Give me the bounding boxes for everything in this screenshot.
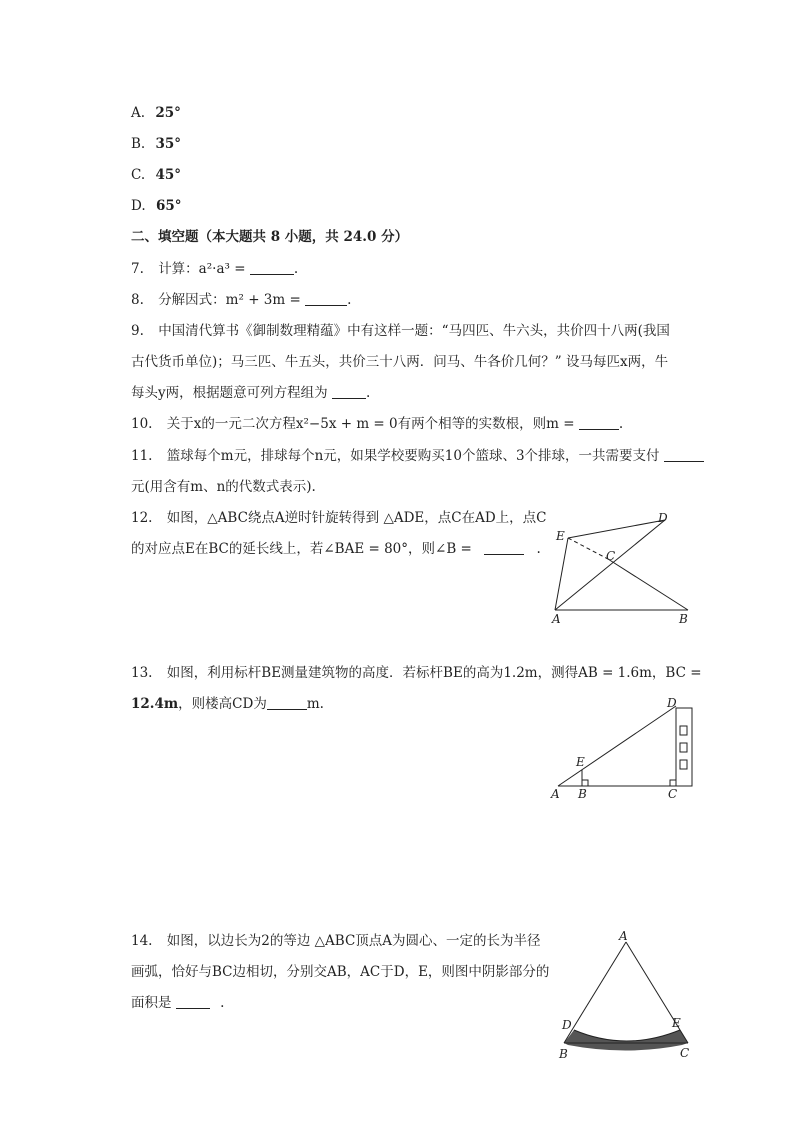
question-tail: . [293,261,299,277]
option-d [131,197,181,215]
figure-q14 [556,930,702,1064]
question-11-line2: 元(用含有m、n的代数式表示). [131,479,316,495]
option-c [131,166,181,184]
question-11-line1 [131,447,704,465]
answer-blank[interactable] [484,540,524,555]
option-b [131,135,181,153]
right-angle-c [670,780,676,786]
question-12-line1 [131,509,547,527]
question-number: 7. [131,261,144,277]
label-a: A [619,930,628,943]
question-tail: . [536,541,541,557]
segment-ed [568,520,665,538]
segment-ec-dashed [568,538,608,559]
option-value: 45° [155,167,181,183]
answer-blank[interactable] [305,291,347,306]
label-b: B [559,1047,568,1061]
question-tail: . [365,385,371,401]
question-number: 8. [131,292,144,308]
question-text: 12.4m [131,696,179,712]
window [680,743,687,752]
question-number: 11. [131,448,153,464]
label-b: B [679,612,688,626]
sight-line [558,706,676,786]
option-letter: D. [131,198,146,214]
answer-blank[interactable] [664,447,704,462]
question-9-line3 [131,384,370,402]
question-9-line2: 古代货币单位)；马三匹、牛五头，共价三十八两．问马、牛各价几何？” 设马每匹x两，牛 [131,354,669,370]
label-b: B [578,787,587,801]
question-13-line2 [131,695,324,713]
question-text: 中国清代算书《御制数理精蕴》中有这样一题：“马四匹、牛六头，共价四十八两(我国 [158,323,670,339]
question-13-line1 [131,664,702,682]
segment-ad [555,520,665,610]
label-d: D [562,1018,572,1032]
option-a [131,104,181,122]
label-c: C [668,787,678,801]
building [676,708,692,786]
option-value: 65° [155,198,182,214]
answer-blank[interactable] [332,384,366,399]
question-text: 篮球每个m元，排球每个n元，如果学校要购买10个篮球、3个排球，一共需要支付 [166,448,660,464]
question-tail: . [220,995,225,1011]
question-number: 13. [131,665,153,681]
question-number: 14. [131,933,153,949]
question-text: 的对应点E在BC的延长线上，若∠BAE = 80°，则∠B = [131,541,472,557]
question-number: 9. [131,323,144,339]
question-text: 分解因式：m² + 3m = [158,292,301,308]
question-9-line1 [131,322,670,340]
question-text: 如图，以边长为2的等边 △ABC顶点A为圆心、一定的长为半径 [166,933,541,949]
question-7 [131,260,298,278]
window [680,760,687,769]
question-14-line3 [131,994,224,1012]
question-12-line2 [131,540,541,558]
question-text: 计算：a²·a³ = [158,261,246,277]
question-text: 如图，△ABC绕点A逆时针旋转得到 △ADE，点C在AD上，点C [166,510,547,526]
segment-cb [608,559,688,610]
segment-ae [555,538,568,610]
question-tail: . [347,292,352,308]
label-d: D [667,696,677,710]
segment-ab [564,942,626,1043]
question-text: 每头y两，根据题意可列方程组为 [131,385,328,401]
option-value: 35° [155,136,182,152]
option-letter: C. [131,167,146,183]
question-8 [131,291,351,309]
label-d: D [658,511,668,525]
label-a: A [551,787,560,801]
question-number: 10. [131,416,153,432]
question-14-line1 [131,932,541,950]
label-c: C [606,549,616,563]
section-heading: 二、填空题（本大题共 8 小题，共 24.0 分） [131,229,409,245]
answer-blank[interactable] [579,415,619,430]
label-e: E [576,755,585,769]
figure-q12 [548,508,698,628]
label-a: A [552,612,561,626]
question-14-line2: 画弧，恰好与BC边相切，分别交AB，AC于D，E，则图中阴影部分的 [131,964,550,980]
label-e: E [672,1016,681,1030]
answer-blank[interactable] [267,695,307,710]
question-tail: m. [306,696,324,712]
question-text: 关于x的一元二次方程x²−5x + m = 0有两个相等的实数根，则m = [166,416,575,432]
right-angle-b [582,780,588,786]
window [680,726,687,735]
question-text: ，则楼高CD为 [178,696,267,712]
figure-q13 [548,694,698,806]
option-letter: B. [131,136,146,152]
label-c: C [680,1046,690,1060]
question-10 [131,415,623,433]
answer-blank[interactable] [250,260,294,275]
question-tail: . [618,416,624,432]
label-e: E [556,529,565,543]
option-value: 25° [155,105,181,121]
option-letter: A. [131,105,146,121]
question-text: 如图，利用标杆BE测量建筑物的高度．若标杆BE的高为1.2m，测得AB = 1.6m，BC = [166,665,702,681]
question-text: 面积是 [131,995,172,1011]
question-number: 12. [131,510,153,526]
answer-blank[interactable] [176,994,210,1009]
